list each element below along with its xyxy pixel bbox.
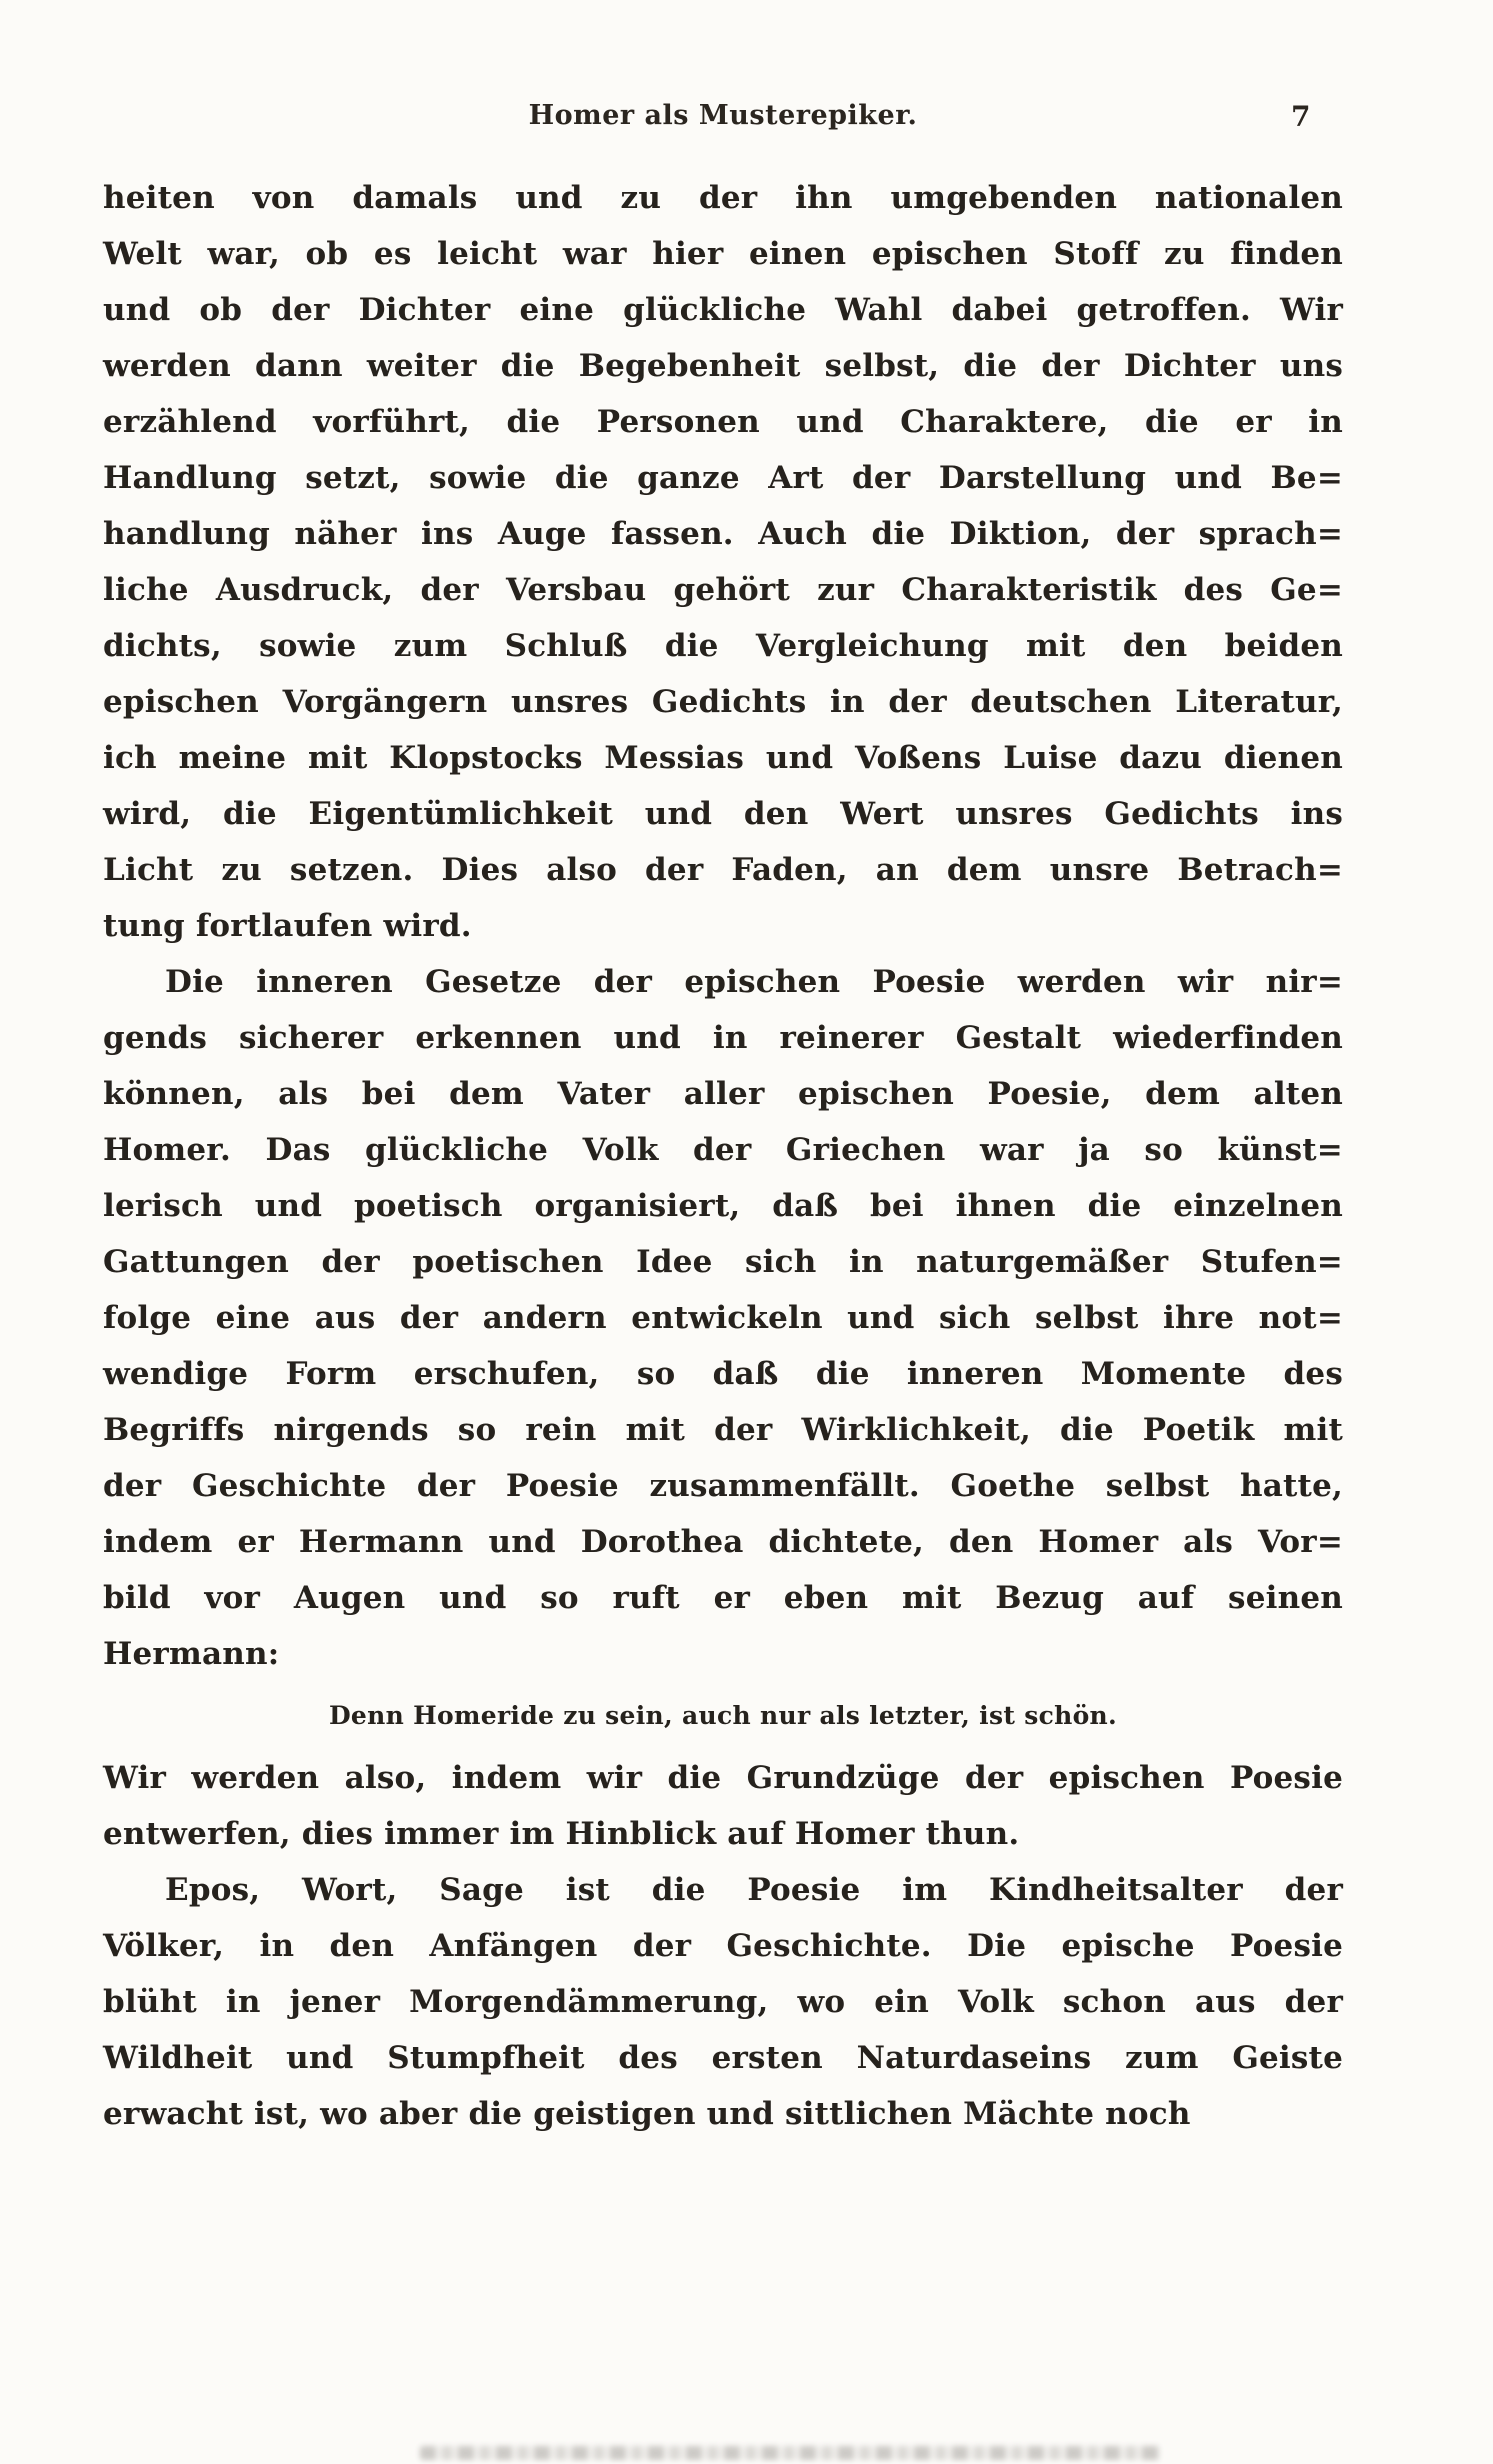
text-line: ich meine mit Klopstocks Messias und Voßens Luise dazu dienen [103, 740, 1343, 776]
text-line: wird, die Eigentümlichkeit und den Wert unsres Gedichts ins [103, 796, 1343, 832]
text-line: Wir werden also, indem wir die Grundzüge der epischen Poesie [103, 1760, 1343, 1796]
text-line: Begriffs nirgends so rein mit der Wirklichkeit, die Poetik mit [103, 1412, 1343, 1448]
verse-quote: Denn Homeride zu sein, auch nur als letzter, ist schön. [328, 1701, 1118, 1730]
text-line: indem er Hermann und Dorothea dichtete, den Homer als Vor= [103, 1524, 1343, 1560]
text-line: erwacht ist, wo aber die geistigen und sittlichen Mächte noch [103, 2096, 1191, 2132]
text-block [103, 100, 1343, 2142]
text-line: bild vor Augen und so ruft er eben mit Bezug auf seinen [103, 1580, 1343, 1616]
text-line: Welt war, ob es leicht war hier einen epischen Stoff zu finden [103, 236, 1343, 272]
text-line: Epos, Wort, Sage ist die Poesie im Kindheitsalter der [165, 1872, 1343, 1908]
page-header [103, 100, 1343, 134]
scan-artifact [420, 2446, 1160, 2460]
body-paragraph [103, 170, 1343, 954]
body-paragraph [103, 1862, 1343, 2142]
text-line: folge eine aus der andern entwickeln und sich selbst ihre not= [103, 1300, 1343, 1336]
running-title: Homer als Musterepiker. [528, 100, 918, 131]
text-line: Völker, in den Anfängen der Geschichte. Die epische Poesie [103, 1928, 1343, 1964]
text-line: Licht zu setzen. Dies also der Faden, an dem unsre Betrach= [103, 852, 1343, 888]
text-line: lerisch und poetisch organisiert, daß bei ihnen die einzelnen [103, 1188, 1343, 1224]
text-line: Hermann: [103, 1636, 280, 1672]
text-line: werden dann weiter die Begebenheit selbst, die der Dichter uns [103, 348, 1343, 384]
text-line: der Geschichte der Poesie zusammenfällt. Goethe selbst hatte, [103, 1468, 1343, 1504]
text-line: Die inneren Gesetze der epischen Poesie werden wir nir= [165, 964, 1343, 1000]
text-line: Wildheit und Stumpfheit des ersten Naturdaseins zum Geiste [103, 2040, 1343, 2076]
body-paragraph [103, 1750, 1343, 1862]
text-line: tung fortlaufen wird. [103, 908, 472, 944]
text-line: blüht in jener Morgendämmerung, wo ein Volk schon aus der [103, 1984, 1343, 2020]
text-line: Homer. Das glückliche Volk der Griechen war ja so künst= [103, 1132, 1343, 1168]
text-line: Handlung setzt, sowie die ganze Art der Darstellung und Be= [103, 460, 1343, 496]
text-line: entwerfen, dies immer im Hinblick auf Homer thun. [103, 1816, 1020, 1852]
text-line: epischen Vorgängern unsres Gedichts in der deutschen Literatur, [103, 684, 1343, 720]
page-number: 7 [1291, 100, 1311, 133]
text-line: handlung näher ins Auge fassen. Auch die Diktion, der sprach= [103, 516, 1343, 552]
text-line: gends sicherer erkennen und in reinerer Gestalt wiederfinden [103, 1020, 1343, 1056]
text-line: können, als bei dem Vater aller epischen Poesie, dem alten [103, 1076, 1343, 1112]
text-line: erzählend vorführt, die Personen und Charaktere, die er in [103, 404, 1343, 440]
text-line: liche Ausdruck, der Versbau gehört zur Charakteristik des Ge= [103, 572, 1343, 608]
text-line: und ob der Dichter eine glückliche Wahl dabei getroffen. Wir [103, 292, 1343, 328]
text-line: Gattungen der poetischen Idee sich in naturgemäßer Stufen= [103, 1244, 1343, 1280]
body-paragraph [103, 954, 1343, 1682]
text-line: heiten von damals und zu der ihn umgebenden nationalen [103, 180, 1343, 216]
text-line: dichts, sowie zum Schluß die Vergleichung mit den beiden [103, 628, 1343, 664]
text-line: wendige Form erschufen, so daß die inneren Momente des [103, 1356, 1343, 1392]
